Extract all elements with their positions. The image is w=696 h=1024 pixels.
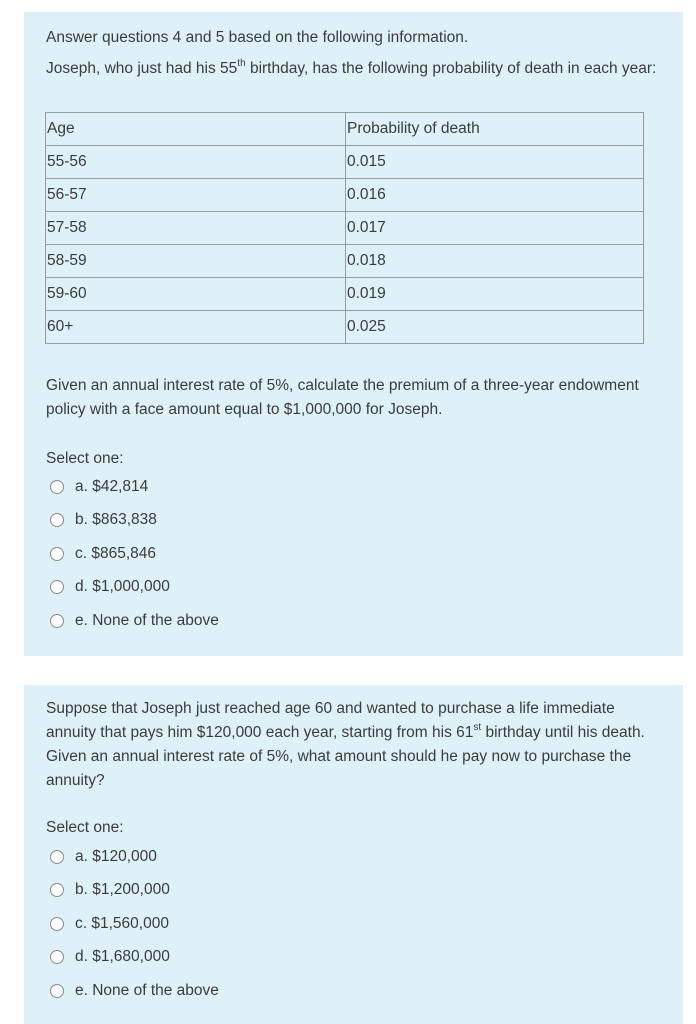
select-one-label: Select one: — [46, 450, 124, 467]
radio-icon[interactable] — [50, 547, 64, 561]
probability-cell: 0.025 — [346, 311, 644, 344]
option-e[interactable] — [50, 974, 219, 1008]
table-row — [46, 179, 644, 212]
option-label: e. None of the above — [75, 981, 219, 999]
probability-cell: 0.018 — [346, 245, 644, 278]
question-4-card — [24, 12, 683, 656]
option-a[interactable] — [50, 840, 219, 874]
table-row — [46, 245, 644, 278]
option-label: a. $42,814 — [75, 477, 149, 495]
radio-icon[interactable] — [50, 950, 64, 964]
header-age: Age — [46, 113, 346, 146]
probability-cell: 0.015 — [346, 146, 644, 179]
question-5-text: Suppose that Joseph just reached age 60 and wanted to purchase a life immediate annuity that pays him $120,000 each year, starting from his 61st birthday until his death. Given an annual interest rate of 5%, what amount should he pay now to purchase the annuity? — [46, 700, 645, 789]
option-c[interactable] — [50, 907, 219, 941]
age-cell: 55-56 — [46, 146, 346, 179]
age-cell: 58-59 — [46, 245, 346, 278]
option-c[interactable] — [50, 537, 219, 571]
age-cell: 57-58 — [46, 212, 346, 245]
option-label: d. $1,000,000 — [75, 578, 170, 596]
age-cell: 56-57 — [46, 179, 346, 212]
answer-options — [50, 470, 219, 638]
table-row — [46, 311, 644, 344]
option-label: c. $1,560,000 — [75, 914, 169, 932]
option-e[interactable] — [50, 604, 219, 638]
table-row — [46, 146, 644, 179]
radio-icon[interactable] — [50, 513, 64, 527]
probability-cell: 0.019 — [346, 278, 644, 311]
option-label: b. $1,200,000 — [75, 881, 170, 899]
radio-icon[interactable] — [50, 850, 64, 864]
option-b[interactable] — [50, 504, 219, 538]
option-b[interactable] — [50, 874, 219, 908]
radio-icon[interactable] — [50, 480, 64, 494]
option-d[interactable] — [50, 571, 219, 605]
probability-table — [45, 112, 644, 344]
table-row — [46, 212, 644, 245]
question-5-card — [24, 685, 683, 1024]
age-cell: 59-60 — [46, 278, 346, 311]
radio-icon[interactable] — [50, 917, 64, 931]
answer-options — [50, 840, 219, 1008]
option-label: d. $1,680,000 — [75, 948, 170, 966]
table-row — [46, 278, 644, 311]
option-a[interactable] — [50, 470, 219, 504]
select-one-label: Select one: — [46, 819, 124, 836]
radio-icon[interactable] — [50, 984, 64, 998]
probability-cell: 0.017 — [346, 212, 644, 245]
table-header-row — [46, 113, 644, 146]
option-label: a. $120,000 — [75, 847, 157, 865]
info-text: Joseph, who just had his 55th birthday, has the following probability of death in each year: — [46, 57, 657, 77]
option-label: e. None of the above — [75, 611, 219, 629]
question-4-text: Given an annual interest rate of 5%, calculate the premium of a three-year endowment policy with a face amount equal to $1,000,000 for Joseph. — [46, 377, 639, 418]
option-label: b. $863,838 — [75, 511, 157, 529]
header-probability: Probability of death — [346, 113, 644, 146]
option-d[interactable] — [50, 941, 219, 975]
radio-icon[interactable] — [50, 580, 64, 594]
option-label: c. $865,846 — [75, 544, 157, 562]
radio-icon[interactable] — [50, 883, 64, 897]
intro-text: Answer questions 4 and 5 based on the following information. — [46, 29, 469, 46]
age-cell: 60+ — [46, 311, 346, 344]
probability-cell: 0.016 — [346, 179, 644, 212]
radio-icon[interactable] — [50, 614, 64, 628]
